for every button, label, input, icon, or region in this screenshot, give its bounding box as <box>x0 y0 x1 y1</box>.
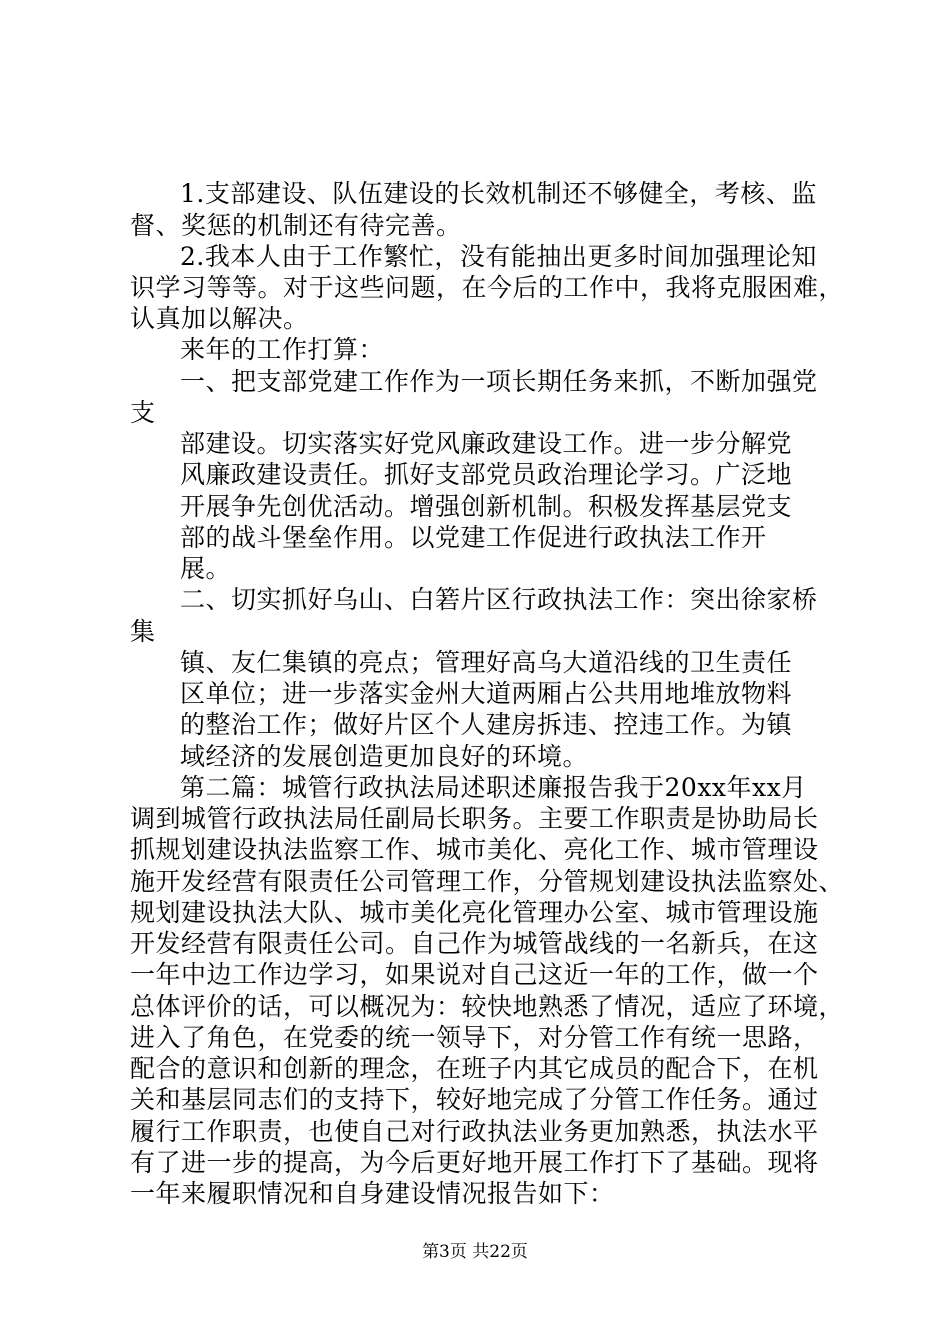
text-line: 镇、友仁集镇的亮点；管理好高乌大道沿线的卫生责任 <box>180 648 793 677</box>
text-line: 调到城管行政执法局任副局长职务。主要工作职责是协助局长 <box>130 804 819 833</box>
text-line: 1.支部建设、队伍建设的长效机制还不够健全，考核、监 <box>180 179 817 208</box>
text-line: 配合的意识和创新的理念，在班子内其它成员的配合下，在机 <box>130 1054 819 1083</box>
text-line: 施开发经营有限责任公司管理工作，分管规划建设执法监察处、 <box>130 867 845 896</box>
text-line: 进入了角色，在党委的统一领导下，对分管工作有统一思路， <box>130 1023 819 1052</box>
text-line: 的整治工作；做好片区个人建房拆违、控违工作。为镇 <box>180 710 793 739</box>
text-line: 识学习等等。对于这些问题，在今后的工作中，我将克服困难， <box>130 273 845 302</box>
text-line: 区单位；进一步落实金州大道两厢占公共用地堆放物料 <box>180 679 793 708</box>
text-line: 支 <box>130 398 156 427</box>
page-number-footer: 第3页 共22页 <box>422 1242 528 1262</box>
text-line: 一年中边工作边学习，如果说对自己这近一年的工作，做一个 <box>130 960 819 989</box>
text-line: 部建设。切实落实好党风廉政建设工作。进一步分解党 <box>180 429 793 458</box>
text-line: 履行工作职责，也使自己对行政执法业务更加熟悉，执法水平 <box>130 1117 819 1146</box>
text-line: 域经济的发展创造更加良好的环境。 <box>180 742 589 771</box>
text-line: 来年的工作打算： <box>180 335 385 364</box>
text-line: 认真加以解决。 <box>130 304 309 333</box>
text-line: 有了进一步的提高，为今后更好地开展工作打下了基础。现将 <box>130 1148 819 1177</box>
text-line: 一、把支部党建工作作为一项长期任务来抓，不断加强党 <box>180 367 818 396</box>
text-line: 总体评价的话，可以概况为：较快地熟悉了情况，适应了环境， <box>130 992 845 1021</box>
text-line: 第二篇：城管行政执法局述职述廉报告我于20xx年xx月 <box>180 773 807 802</box>
text-line: 风廉政建设责任。抓好支部党员政治理论学习。广泛地 <box>180 460 793 489</box>
text-line: 关和基层同志们的支持下，较好地完成了分管工作任务。通过 <box>130 1085 819 1114</box>
text-line: 二、切实抓好乌山、白箬片区行政执法工作：突出徐家桥 <box>180 585 818 614</box>
text-line: 开发经营有限责任公司。自己作为城管战线的一名新兵，在这 <box>130 929 819 958</box>
text-line: 开展争先创优活动。增强创新机制。积极发挥基层党支 <box>180 492 793 521</box>
text-line: 部的战斗堡垒作用。以党建工作促进行政执法工作开 <box>180 523 767 552</box>
text-line: 抓规划建设执法监察工作、城市美化、亮化工作、城市管理设 <box>130 835 819 864</box>
text-line: 一年来履职情况和自身建设情况报告如下： <box>130 1179 615 1208</box>
text-line: 规划建设执法大队、城市美化亮化管理办公室、城市管理设施 <box>130 898 819 927</box>
text-line: 督、奖惩的机制还有待完善。 <box>130 211 462 240</box>
text-line: 展。 <box>180 554 232 583</box>
text-line: 2.我本人由于工作繁忙，没有能抽出更多时间加强理论知 <box>180 242 817 271</box>
text-line: 集 <box>130 617 156 646</box>
